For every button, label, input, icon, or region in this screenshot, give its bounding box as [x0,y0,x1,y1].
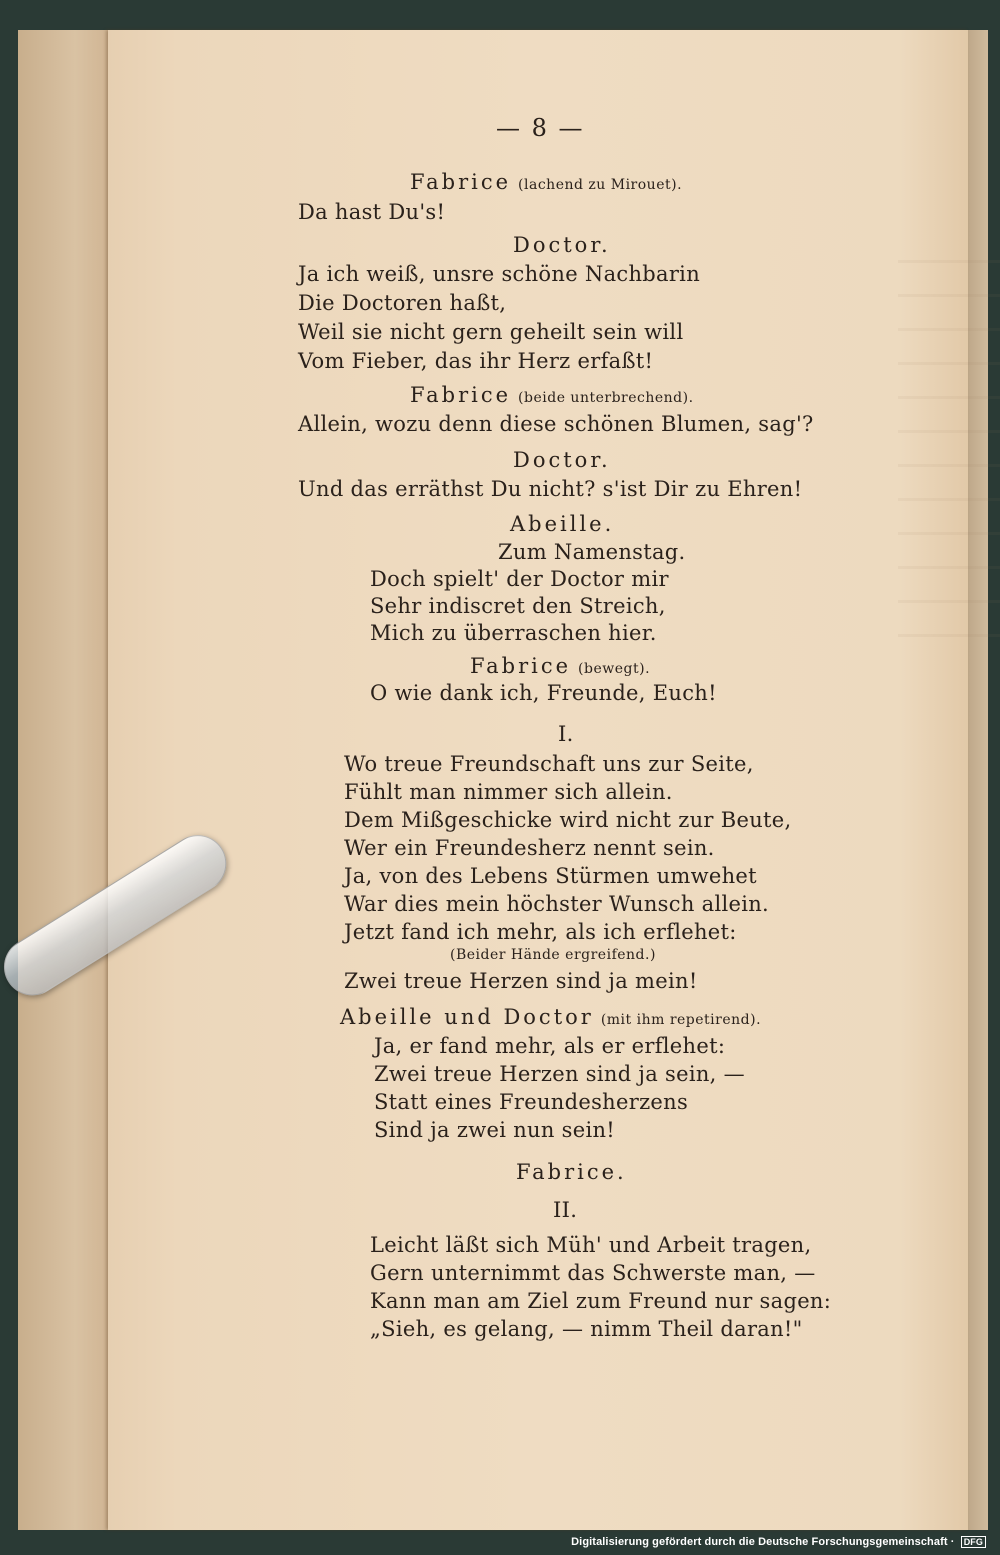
verse-line: „Sieh, es gelang, — nimm Theil daran!" [370,1317,803,1341]
stage-direction: (mit ihm repetirend). [600,1012,762,1028]
digitization-credit [571,1536,986,1548]
verse-line: Gern unternimmt das Schwerste man, — [370,1261,816,1285]
verse-line: Wer ein Freundesherz nennt sein. [344,836,715,860]
verse-line: Da hast Du's! [298,200,446,224]
speaker-name: Abeille und Doctor [340,1005,594,1029]
show-through [898,260,1000,660]
verse-line: Kann man am Ziel zum Freund nur sagen: [370,1289,832,1313]
stage-direction: (beide unterbrechend). [518,390,694,406]
stage-direction: (bewegt). [578,661,651,677]
speaker-heading [340,1005,761,1029]
verse-line: Leicht läßt sich Müh' und Arbeit tragen, [370,1233,812,1257]
book-page [108,30,968,1530]
verse-line: Zum Namenstag. [498,540,686,564]
speaker-name: Fabrice [470,654,572,678]
verse-line: Und das erräthst Du nicht? s'ist Dir zu Ehren! [298,477,803,501]
speaker-heading: Doctor. [513,233,611,257]
dfg-logo: DFG [961,1536,986,1548]
verse-line: Vom Fieber, das ihr Herz erfaßt! [298,349,654,373]
verse-line: Doch spielt' der Doctor mir [370,567,669,591]
verse-line: Die Doctoren haßt, [298,291,507,315]
verse-line: War dies mein höchster Wunsch allein. [344,892,770,916]
verse-line: Allein, wozu denn diese schönen Blumen, sag'? [298,412,814,436]
verse-line: Sind ja zwei nun sein! [374,1118,616,1142]
speaker-heading: Doctor. [513,448,611,472]
verse-line: Fühlt man nimmer sich allein. [344,780,673,804]
verse-line: Jetzt fand ich mehr, als ich erflehet: [344,920,737,944]
verse-line: Mich zu überraschen hier. [370,621,657,645]
verse-line: Weil sie nicht gern geheilt sein will [298,320,684,344]
stanza-number: II. [553,1198,578,1222]
verse-line: Zwei treue Herzen sind ja mein! [344,969,698,993]
speaker-heading: Abeille. [510,512,615,536]
verse-line: Sehr indiscret den Streich, [370,594,666,618]
verse-line: Ja, von des Lebens Stürmen umwehet [344,864,757,888]
credit-text: Digitalisierung gefördert durch die Deutsche Forschungsgemeinschaft · [571,1536,955,1548]
stage-direction: (Beider Hände ergreifend.) [450,947,656,963]
verse-line: Zwei treue Herzen sind ja sein, — [374,1062,745,1086]
verse-line: Ja, er fand mehr, als er erflehet: [374,1034,726,1058]
verse-line: Wo treue Freundschaft uns zur Seite, [344,752,754,776]
speaker-name: Fabrice [410,170,512,194]
stanza-number: I. [558,722,574,746]
verse-line: Dem Mißgeschicke wird nicht zur Beute, [344,808,792,832]
verse-line: Ja ich weiß, unsre schöne Nachbarin [298,262,701,286]
verse-line: O wie dank ich, Freunde, Euch! [370,681,717,705]
speaker-heading [410,170,682,194]
verse-line: Statt eines Freundesherzens [374,1090,689,1114]
speaker-heading [470,654,650,678]
underlying-page-edge [18,30,113,1530]
speaker-heading [410,383,694,407]
speaker-heading: Fabrice. [516,1160,627,1184]
speaker-name: Fabrice [410,383,512,407]
page-number: — 8 — [496,114,585,142]
stage-direction: (lachend zu Mirouet). [518,177,683,193]
